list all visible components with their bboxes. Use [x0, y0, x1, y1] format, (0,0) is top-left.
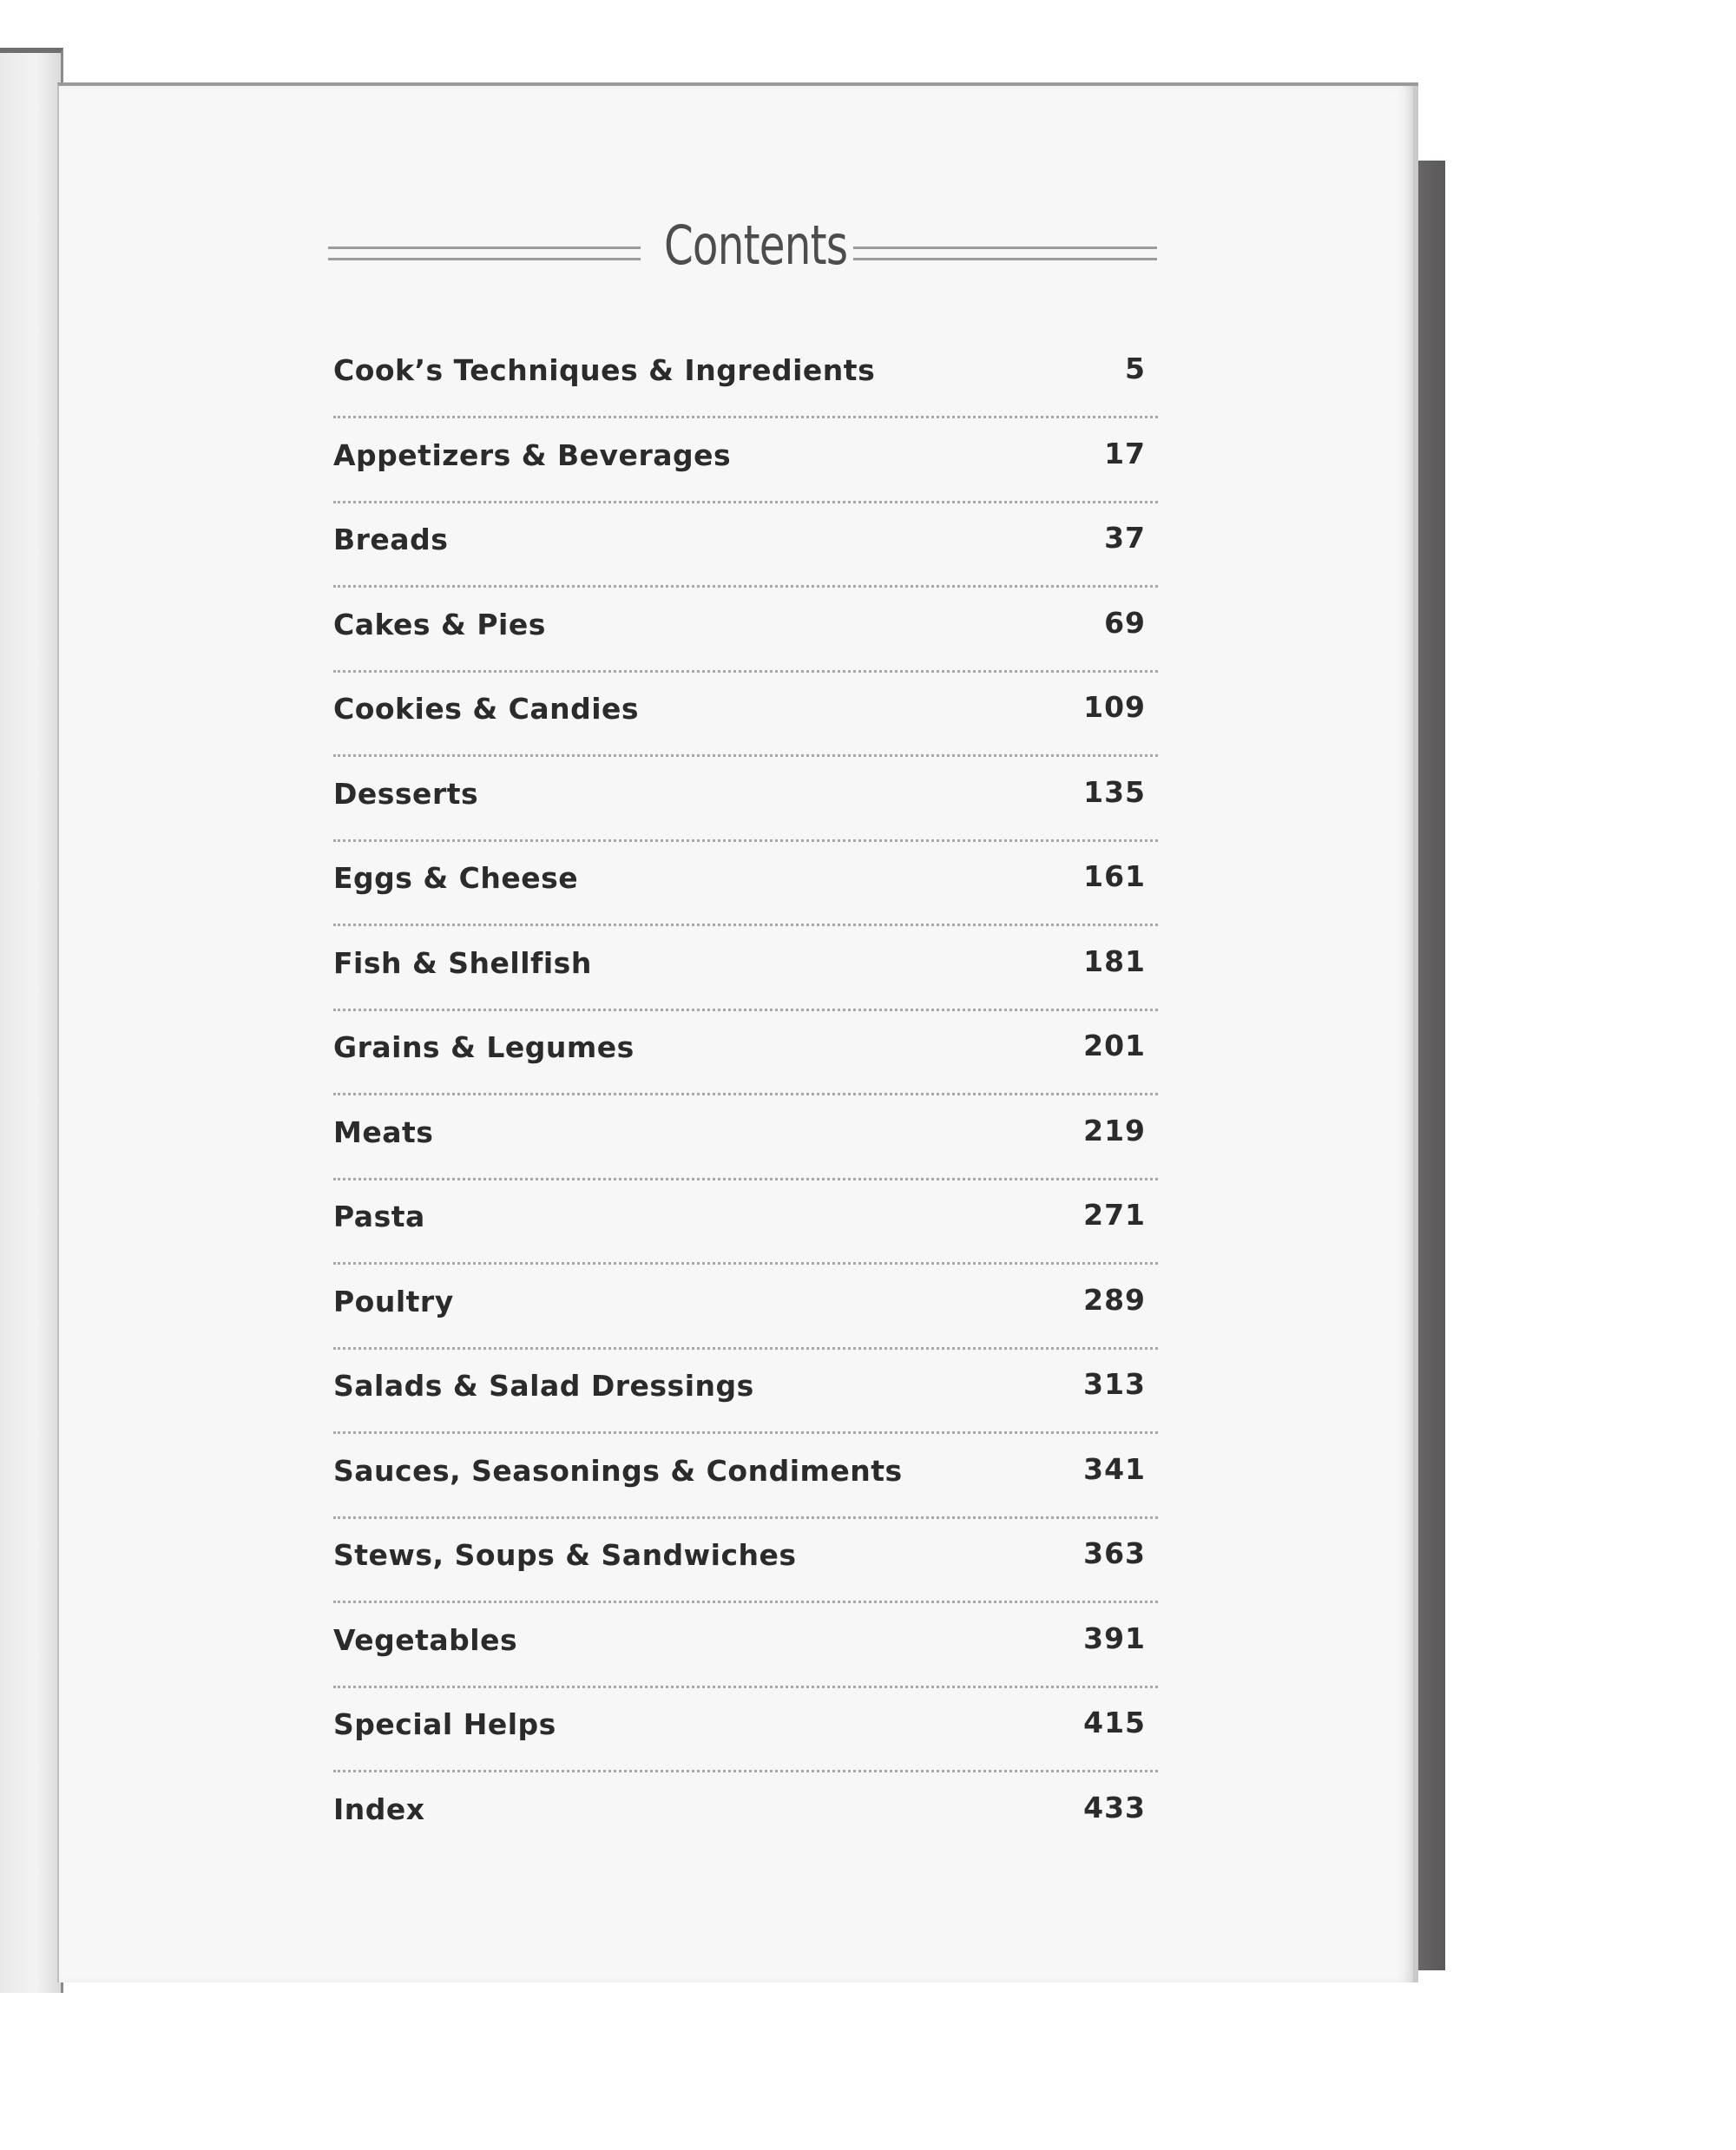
toc-entry-title: Cakes & Pies: [333, 607, 546, 641]
toc-entry-title: Fish & Shellfish: [333, 945, 592, 980]
title-rule-left: [328, 247, 641, 260]
toc-entry-title: Appetizers & Beverages: [333, 437, 732, 472]
toc-entry-title: Stews, Soups & Sandwiches: [333, 1538, 797, 1572]
toc-entry-title: Cook’s Techniques & Ingredients: [333, 353, 876, 387]
toc-entry-page: 433: [1083, 1790, 1146, 1825]
dotted-divider: [333, 670, 1158, 673]
toc-entry-page: 135: [1083, 774, 1146, 809]
page-title: Contents: [663, 214, 848, 277]
toc-entry[interactable]: [333, 1020, 1158, 1105]
dotted-divider: [333, 1178, 1158, 1180]
toc-entry-page: 109: [1083, 690, 1146, 724]
toc-entry[interactable]: [333, 851, 1158, 936]
toc-entry[interactable]: [333, 597, 1158, 682]
toc-entry-page: 313: [1083, 1367, 1146, 1401]
toc-entry-page: 219: [1083, 1113, 1146, 1147]
dotted-divider: [333, 1686, 1158, 1688]
dotted-divider: [333, 501, 1158, 503]
toc-entry-page: 415: [1083, 1706, 1146, 1739]
dotted-divider: [333, 1009, 1158, 1011]
toc-entry[interactable]: [333, 1613, 1158, 1698]
toc-list: [333, 343, 1158, 1866]
toc-entry-title: Vegetables: [333, 1622, 518, 1657]
dotted-divider: [333, 1431, 1158, 1434]
toc-entry-title: Desserts: [333, 776, 479, 811]
toc-entry-page: 69: [1104, 605, 1146, 640]
dotted-divider: [333, 416, 1158, 418]
toc-entry[interactable]: [333, 1528, 1158, 1613]
dotted-divider: [333, 754, 1158, 757]
toc-entry-page: 37: [1104, 521, 1146, 555]
toc-entry[interactable]: [333, 766, 1158, 851]
toc-entry-page: 341: [1083, 1451, 1146, 1486]
toc-entry-title: Meats: [333, 1114, 434, 1149]
toc-entry[interactable]: [333, 1782, 1158, 1867]
toc-entry-title: Cookies & Candies: [333, 692, 640, 726]
toc-entry[interactable]: [333, 1274, 1158, 1359]
toc-entry-page: 391: [1083, 1621, 1146, 1655]
title-rule-right: [853, 247, 1157, 260]
toc-entry-title: Pasta: [333, 1200, 425, 1233]
toc-entry[interactable]: [333, 681, 1158, 766]
dotted-divider: [333, 1347, 1158, 1350]
toc-entry[interactable]: [333, 1443, 1158, 1529]
toc-entry-title: Breads: [333, 523, 449, 556]
dotted-divider: [333, 1770, 1158, 1772]
toc-entry[interactable]: [333, 1358, 1158, 1443]
dotted-divider: [333, 585, 1158, 588]
toc-entry-title: Eggs & Cheese: [333, 861, 579, 895]
toc-entry-page: 17: [1104, 436, 1146, 470]
toc-entry[interactable]: [333, 343, 1158, 428]
dotted-divider: [333, 924, 1158, 926]
dotted-divider: [333, 1516, 1158, 1519]
toc-entry-title: Special Helps: [333, 1707, 556, 1741]
dotted-divider: [333, 1601, 1158, 1603]
toc-entry-page: 5: [1125, 352, 1146, 385]
toc-entry[interactable]: [333, 512, 1158, 597]
toc-entry-title: Grains & Legumes: [333, 1030, 635, 1064]
toc-entry[interactable]: [333, 936, 1158, 1021]
toc-entry[interactable]: [333, 1105, 1158, 1190]
toc-entry-title: Index: [333, 1792, 425, 1826]
dotted-divider: [333, 839, 1158, 842]
toc-entry-title: Sauces, Seasonings & Condiments: [333, 1453, 903, 1488]
toc-entry-page: 363: [1083, 1536, 1146, 1570]
toc-entry[interactable]: [333, 428, 1158, 513]
toc-entry-page: 181: [1083, 944, 1146, 978]
left-page-edge: [0, 48, 63, 1993]
toc-entry-page: 201: [1083, 1029, 1146, 1062]
toc-entry[interactable]: [333, 1189, 1158, 1274]
toc-entry-page: 161: [1083, 859, 1146, 893]
toc-entry[interactable]: [333, 1697, 1158, 1782]
toc-entry-page: 271: [1083, 1198, 1146, 1232]
toc-entry-page: 289: [1083, 1282, 1146, 1317]
toc-entry-title: Salads & Salad Dressings: [333, 1369, 754, 1403]
dotted-divider: [333, 1262, 1158, 1265]
toc-entry-title: Poultry: [333, 1284, 454, 1318]
title-row: [328, 214, 1157, 286]
dotted-divider: [333, 1093, 1158, 1095]
